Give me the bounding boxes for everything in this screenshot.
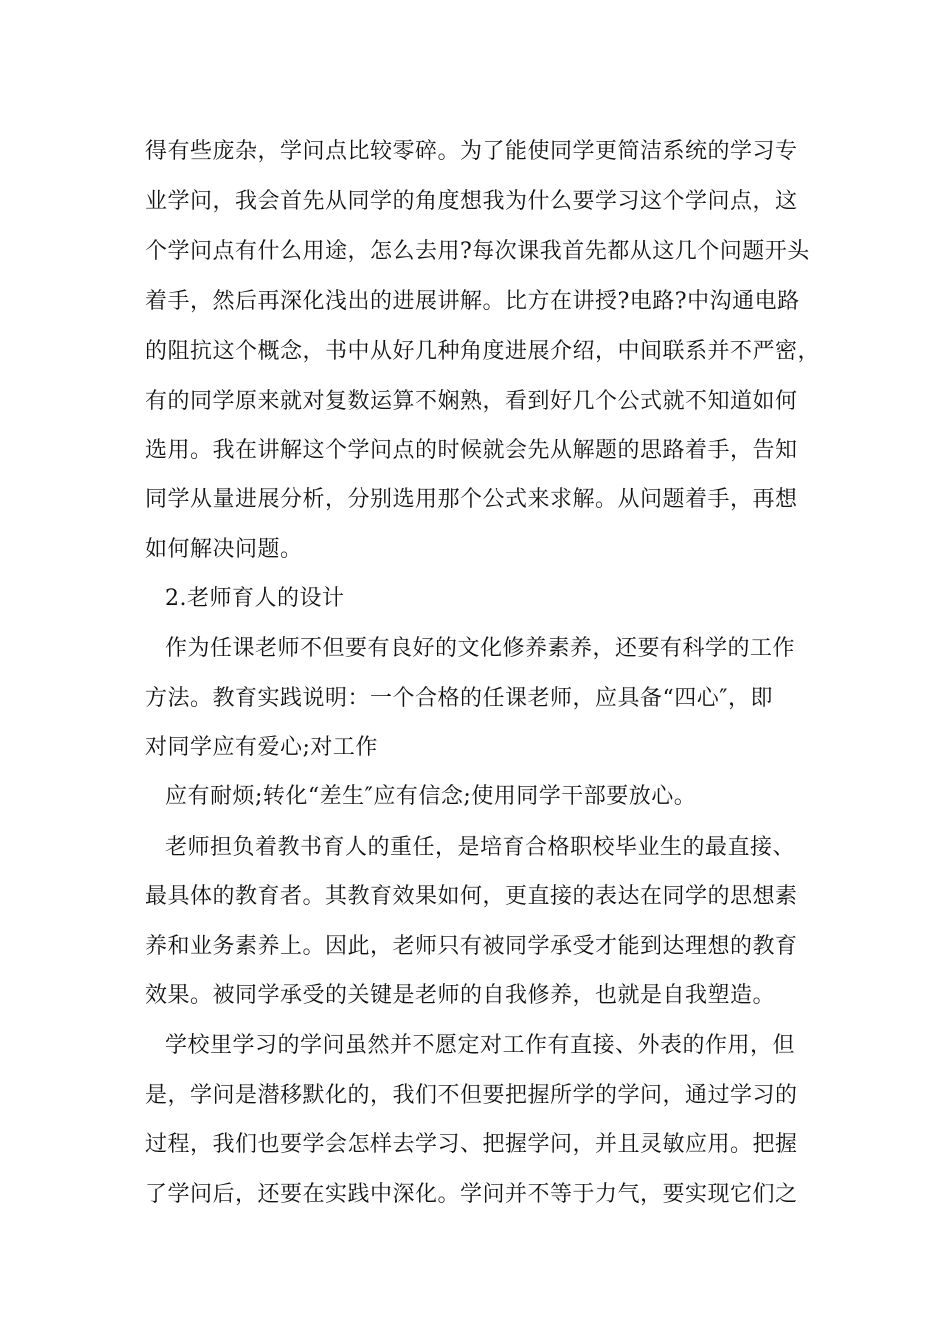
text-line: 得有些庞杂，学问点比较零碎。为了能使同学更简洁系统的学习专 <box>145 139 798 164</box>
text-line: 作为任课老师不但要有良好的文化修养素养，还要有科学的工作 <box>165 636 796 661</box>
text-line: 同学从量进展分析，分别选用那个公式来求解。从问题着手，再想 <box>145 487 798 512</box>
text-line: 是，学问是潜移默化的，我们不但要把握所学的学问，通过学习的 <box>145 1083 798 1108</box>
text-line: 如何解决问题。 <box>145 537 303 562</box>
text-line: 了学问后，还要在实践中深化。学问并不等于力气，要实现它们之 <box>145 1182 798 1207</box>
text-line: 对同学应有爱心;对工作 <box>145 735 378 760</box>
text-line: 的阻抗这个概念，书中从好几种角度进展介绍，中间联系并不严密， <box>145 339 821 364</box>
section-heading: 2.老师育人的设计 <box>165 586 345 611</box>
text-line: 效果。被同学承受的关键是老师的自我修养，也就是自我塑造。 <box>145 983 776 1008</box>
text-line: 学校里学习的学问虽然并不愿定对工作有直接、外表的作用，但 <box>165 1033 796 1058</box>
text-line: 老师担负着教书育人的重任，是培育合格职校毕业生的最直接、 <box>165 835 796 860</box>
text-line: 应有耐烦;转化“差生″应有信念;使用同学干部要放心。 <box>165 784 697 809</box>
text-line: 方法。教育实践说明：一个合格的任课老师，应具备“四心″，即 <box>145 686 773 711</box>
text-line: 业学问，我会首先从同学的角度想我为什么要学习这个学问点，这 <box>145 189 798 214</box>
text-line: 有的同学原来就对复数运算不娴熟，看到好几个公式就不知道如何 <box>145 389 798 414</box>
text-line: 养和业务素养上。因此，老师只有被同学承受才能到达理想的教育 <box>145 934 798 959</box>
text-line: 着手，然后再深化浅出的进展讲解。比方在讲授?电路?中沟通电路 <box>145 289 800 314</box>
text-line: 过程，我们也要学会怎样去学习、把握学问，并且灵敏应用。把握 <box>145 1132 798 1157</box>
text-line: 选用。我在讲解这个学问点的时候就会先从解题的思路着手，告知 <box>145 438 798 463</box>
text-line: 个学问点有什么用途，怎么去用?每次课我首先都从这几个问题开头 <box>145 239 810 264</box>
text-line: 最具体的教育者。其教育效果如何，更直接的表达在同学的思想素 <box>145 884 798 909</box>
